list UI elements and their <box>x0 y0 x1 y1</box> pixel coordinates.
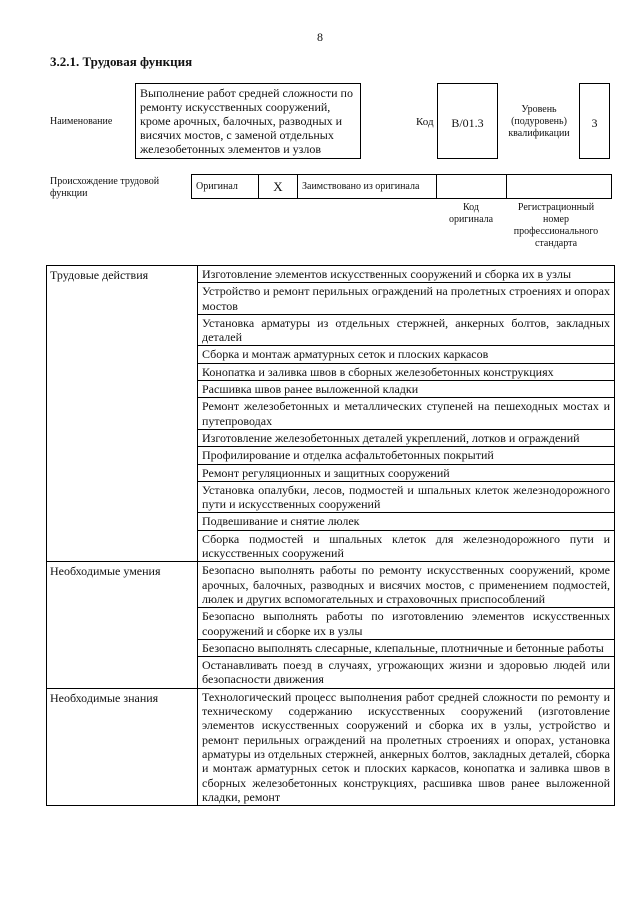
list-item: Технологический процесс выполнения работ средней сложности по ремонту и техническому содержанию искусственных сооружений (изготовление элементов искусственных сооружений и сборка их в узлы, устройство и ремонт перильных ограждений на пролетных строениях и опорах, установка арматуры из отдельных стержней, анкерных болтов, закладных деталей, сборка и монтаж арматурных сеток и плоских каркасов, конопатка и заливка швов в сборных железобетонных конструкциях, расшивка швов ранее выложенной кладки, ремонт <box>202 689 610 804</box>
original-label: Оригинал <box>192 175 259 199</box>
original-mark: X <box>259 175 298 199</box>
list-item: Сборка и монтаж арматурных сеток и плоских каркасов <box>198 346 614 363</box>
list-item: Ремонт железобетонных и металлических ступеней на пешеходных мостах и путепроводах <box>198 398 614 430</box>
name-label: Наименование <box>50 116 113 127</box>
section-row <box>47 266 615 562</box>
list-item: Останавливать поезд в случаях, угрожающих жизни и здоровью людей или безопасности движения <box>202 658 610 687</box>
list-item: Профилирование и отделка асфальтобетонных покрытий <box>198 447 614 464</box>
list-item: Ремонт регуляционных и защитных сооружений <box>198 465 614 482</box>
level-label: Уровень (подуровень) квалификации <box>508 104 570 139</box>
section-row <box>47 562 615 688</box>
section-items <box>198 266 615 562</box>
function-details-table <box>46 265 615 806</box>
section-row <box>47 688 615 805</box>
list-item: Безопасно выполнять работы по ремонту искусственных сооружений, кроме арочных, балочных, разводных и висячих мостов, с применением подмостей, люлек и других вспомогательных и страховочных приспособлений <box>198 562 614 608</box>
level-value: 3 <box>579 83 610 159</box>
code-value: B/01.3 <box>437 83 498 159</box>
list-item: Подвешивание и снятие люлек <box>198 513 614 530</box>
section-title: Необходимые знания <box>47 688 198 805</box>
list-item: Изготовление элементов искусственных сооружений и сборка их в узлы <box>198 266 614 283</box>
list-item: Установка опалубки, лесов, подмостей и шпальных клеток железнодорожного пути и искусственных сооружений <box>198 482 614 514</box>
section-title: Необходимые умения <box>47 562 198 688</box>
section-items <box>198 562 615 688</box>
origin-label: Происхождение трудовой функции <box>50 176 160 199</box>
origin-table <box>191 174 612 199</box>
reg-number-cell <box>507 175 612 199</box>
list-item: Конопатка и заливка швов в сборных железобетонных конструкциях <box>198 364 614 381</box>
code-original-cell <box>437 175 507 199</box>
list-item: Расшивка швов ранее выложенной кладки <box>198 381 614 398</box>
borrowed-label: Заимствовано из оригинала <box>298 175 437 199</box>
list-item: Устройство и ремонт перильных ограждений на пролетных строениях и опорах мостов <box>198 283 614 315</box>
code-original-label: Код оригинала <box>448 202 494 225</box>
list-item: Установка арматуры из отдельных стержней, анкерных болтов, закладных деталей <box>198 315 614 347</box>
reg-number-label: Регистрационный номер профессионального стандарта <box>513 202 599 249</box>
code-label: Код <box>416 116 434 128</box>
list-item: Сборка подмостей и шпальных клеток для железнодорожного пути и искусственных сооружений <box>202 531 610 561</box>
list-item: Изготовление железобетонных деталей укреплений, лотков и ограждений <box>198 430 614 447</box>
section-title: Трудовые действия <box>47 266 198 562</box>
list-item: Безопасно выполнять работы по изготовлению элементов искусственных сооружений и сборке их в узлы <box>198 608 614 640</box>
function-name-box: Выполнение работ средней сложности по ремонту искусственных сооружений, кроме арочных, балочных, разводных и висячих мостов, с заменой отдельных железобетонных элементов и узлов <box>135 83 361 159</box>
list-item: Безопасно выполнять слесарные, клепальные, плотничные и бетонные работы <box>198 640 614 657</box>
page-number: 8 <box>317 30 323 44</box>
section-items <box>198 688 615 805</box>
section-title: 3.2.1. Трудовая функция <box>50 54 193 69</box>
